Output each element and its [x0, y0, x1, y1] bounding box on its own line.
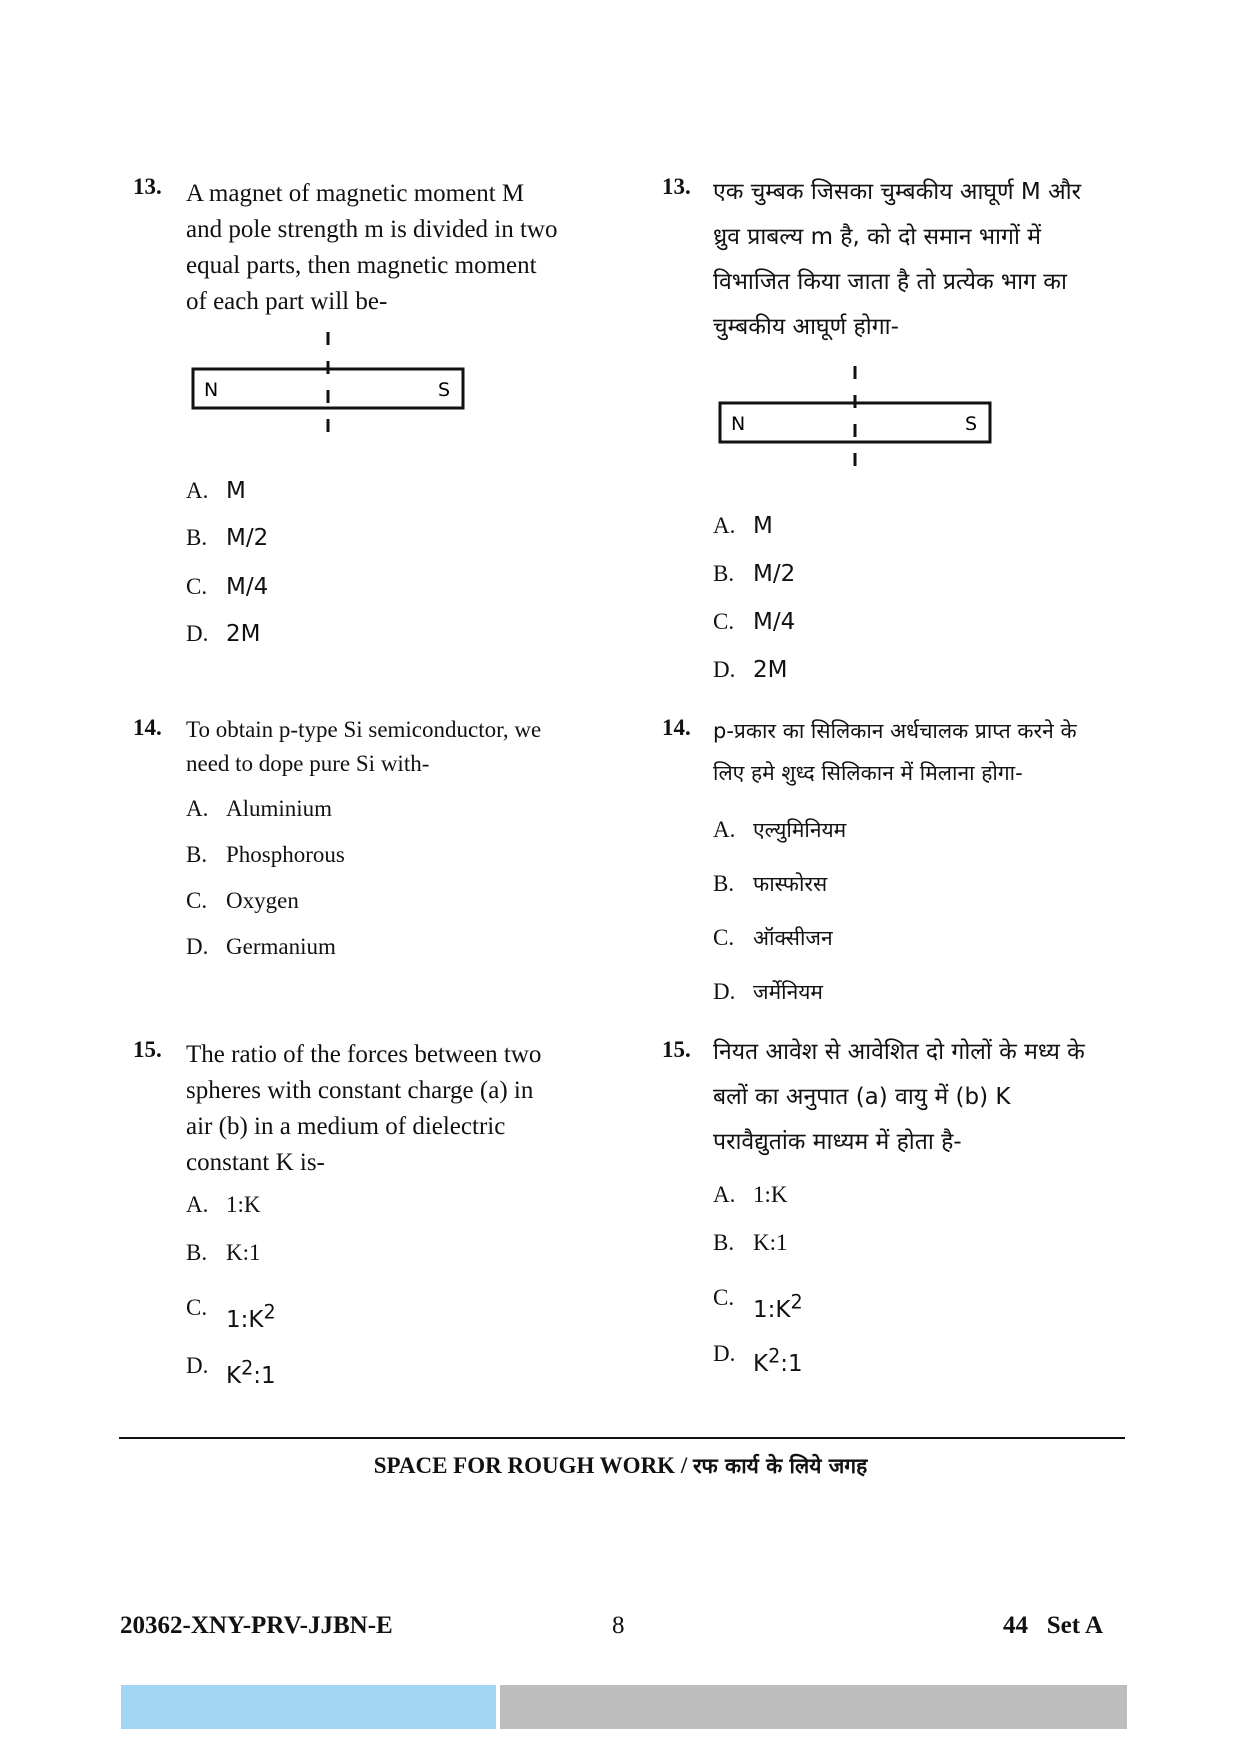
q13-hi-option-a: A. M: [713, 513, 773, 539]
q15-en-option-c: C. $1:K^2$: [186, 1294, 276, 1333]
q15-en-number: 15.: [133, 1037, 162, 1062]
q13-hi-option-d: D. 2M: [713, 657, 788, 683]
q13-en-number: 13.: [133, 174, 162, 199]
footer-bar-blue: [121, 1685, 496, 1729]
q13-hi-option-c: C. M/4: [713, 609, 796, 635]
q15-en-option-b: B. K:1: [186, 1240, 261, 1265]
south-pole-label: S: [438, 379, 451, 401]
rough-work-heading: SPACE FOR ROUGH WORK / रफ कार्य के लिये जगह: [373, 1453, 868, 1478]
q15-en-text: The ratio of the forces between two spheres with constant charge (a) in air (b) in a medium of dielectric constant K is-: [186, 1041, 542, 1176]
q13-hi-number: 13.: [662, 174, 691, 199]
north-pole-label: N: [731, 413, 746, 435]
q13-en-option-b: B. M/2: [186, 525, 269, 551]
q13-en-option-c: C. M/4: [186, 574, 269, 600]
footer-page-number: 8: [612, 1612, 625, 1639]
q14-hi-option-a: A. एल्युमिनियम: [713, 817, 847, 842]
q14-en-number: 14.: [133, 715, 162, 740]
q14-hi-option-d: D. जर्मेनियम: [713, 979, 823, 1004]
q14-hi-option-c: C. ऑक्सीजन: [713, 925, 833, 950]
q13-hi-text: एक चुम्बक जिसका चुम्बकीय आघूर्ण M और ध्रुव प्राबल्य m है, को दो समान भागों में विभाजित किया जाता है तो प्रत्येक भाग का चुम्बकीय आघूर्ण होगा-: [713, 179, 1082, 340]
q15-hi-number: 15.: [662, 1037, 691, 1062]
q14-en-option-b: B. Phosphorous: [186, 842, 345, 867]
q15-hi-option-c: C. $1:K^2$: [713, 1284, 803, 1323]
rough-work-divider: [119, 1437, 1125, 1439]
q13-en-magnet-diagram: [190, 330, 470, 440]
footer-bar-grey: [500, 1685, 1127, 1729]
q14-en-text: To obtain p-type Si semiconductor, we need to dope pure Si with-: [186, 717, 542, 776]
footer-code: 20362-XNY-PRV-JJBN-E: [120, 1612, 393, 1639]
q13-en-option-d: D. 2M: [186, 621, 261, 647]
q15-hi-text: नियत आवेश से आवेशित दो गोलों के मध्य के बलों का अनुपात (a) वायु में (b) K परावैद्युतांक माध्यम में होता है-: [713, 1039, 1085, 1155]
q14-hi-text: p-प्रकार का सिलिकान अर्धचालक प्राप्त करने के लिए हमे शुध्द सिलिकान में मिलाना होगा-: [713, 719, 1077, 785]
q14-en-option-a: A. Aluminium: [186, 796, 333, 821]
footer-set: 44 Set A: [1003, 1612, 1103, 1639]
q15-hi-option-b: B. K:1: [713, 1230, 788, 1255]
q14-hi-option-b: B. फास्फोरस: [713, 871, 828, 896]
south-pole-label: S: [965, 413, 978, 435]
q13-en-text: A magnet of magnetic moment M and pole strength m is divided in two equal parts, then magnetic moment of each part will be-: [186, 180, 558, 315]
north-pole-label: N: [204, 379, 219, 401]
q15-en-option-d: D. $K^2:1$: [186, 1352, 276, 1389]
q14-en-option-d: D. Germanium: [186, 934, 336, 959]
q14-en-option-c: C. Oxygen: [186, 888, 299, 913]
q15-en-option-a: A. 1:K: [186, 1192, 261, 1217]
q13-en-option-a: A. M: [186, 478, 246, 504]
q15-hi-option-a: A. 1:K: [713, 1182, 788, 1207]
q15-hi-option-d: D. $K^2:1$: [713, 1340, 803, 1377]
q13-hi-magnet-diagram: [717, 364, 997, 474]
q14-hi-number: 14.: [662, 715, 691, 740]
q13-hi-option-b: B. M/2: [713, 561, 796, 587]
